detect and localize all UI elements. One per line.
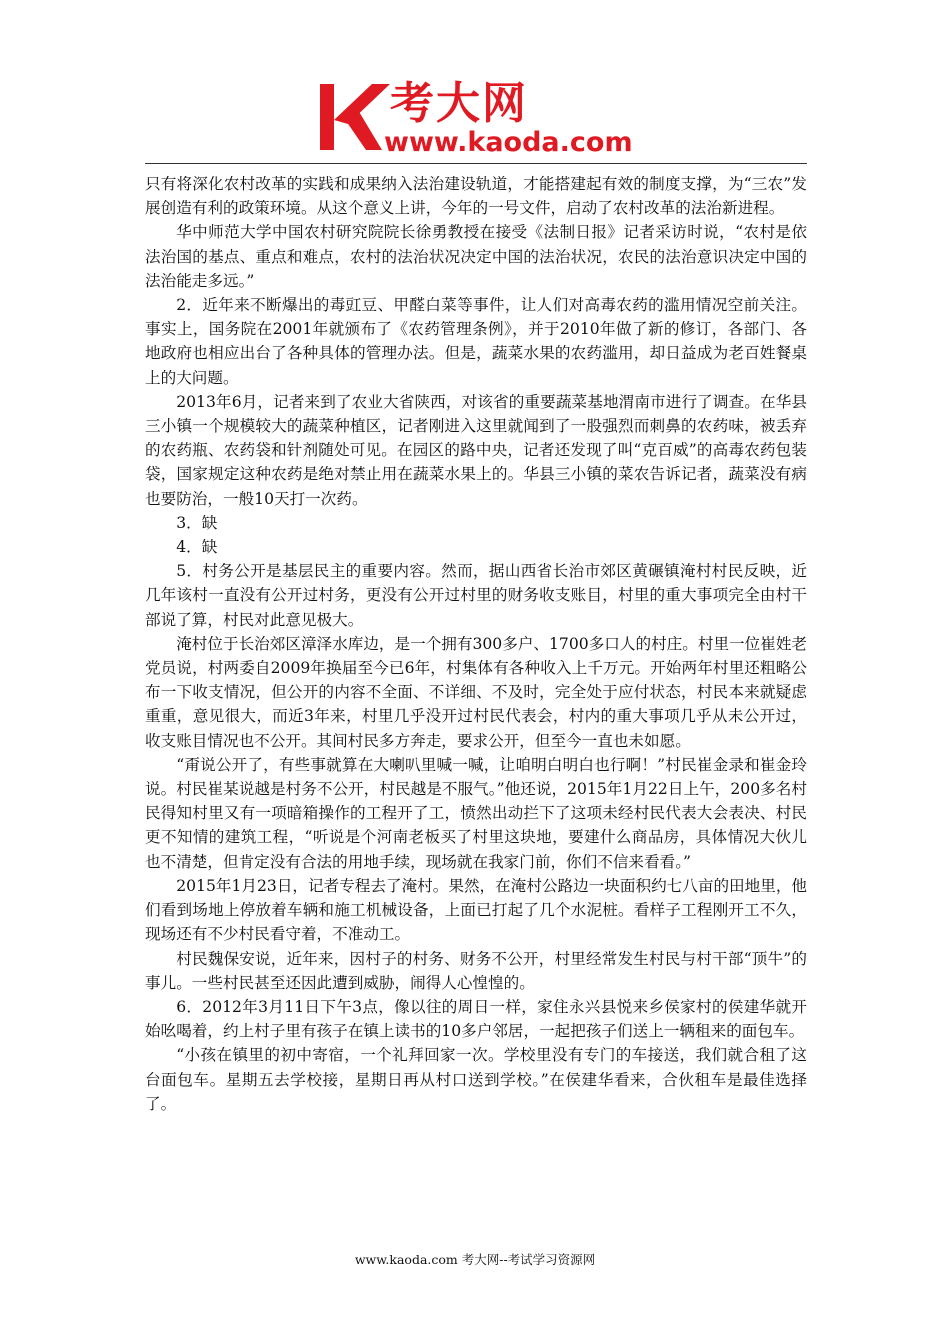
paragraph: 4．缺	[176, 538, 218, 557]
paragraph: 2013年6月，记者来到了农业大省陕西，对该省的重要蔬菜基地渭南市进行了调查。在华县三小镇一个规模较大的蔬菜种植区，记者刚进入这里就闻到了一股强烈而刺鼻的农药味，被丢弃的农药瓶、农药袋和针剂随处可见。在园区的路中央，记者还发现了叫“克百威”的高毒农药包装袋，国家规定这种农药是绝对禁止用在蔬菜水果上的。华县三小镇的菜农告诉记者，蔬菜没有病也要防治，一般10天打一次药。	[145, 392, 807, 508]
paragraph: 村民魏保安说，近年来，因村子的村务、财务不公开，村里经常发生村民与村干部“顶牛”的事儿。一些村民甚至还因此遭到威胁，闹得人心惶惶的。	[145, 949, 807, 992]
logo-text: 考大网	[390, 78, 528, 129]
logo-k-icon	[318, 80, 394, 156]
paragraph: “甭说公开了，有些事就算在大喇叭里喊一喊，让咱明白明白也行啊！”村民崔金录和崔金玲说。村民崔某说越是村务不公开，村民越是不服气。”他还说，2015年1月22日上午，200多名村民得知村里又有一项暗箱操作的工程开了工，愤然出动拦下了这项未经村民代表大会表决、村民更不知情的建筑工程，“听说是个河南老板买了村里这块地，要建什么商品房，具体情况大伙儿也不清楚，但肯定没有合法的用地手续，现场就在我家门前，你们不信来看看。”	[145, 755, 807, 871]
site-logo[interactable]	[318, 80, 648, 156]
paragraph: 2．近年来不断爆出的毒豇豆、甲醛白菜等事件，让人们对高毒农药的滥用情况空前关注。事实上，国务院在2001年就颁布了《农药管理条例》，并于2010年做了新的修订，各部门、各地政府也相应出台了各种具体的管理办法。但是，蔬菜水果的农药滥用，却日益成为老百姓餐桌上的大问题。	[145, 296, 807, 387]
header-divider	[145, 163, 807, 164]
logo-url: www.kaoda.com	[384, 127, 633, 158]
paragraph: 2015年1月23日，记者专程去了淹村。果然，在淹村公路边一块面积约七八亩的田地里，他们看到场地上停放着车辆和施工机械设备，上面已打起了几个水泥桩。看样子工程刚开工不久，现场还有不少村民看守着，不准动工。	[145, 876, 808, 944]
paragraph: “小孩在镇里的初中寄宿，一个礼拜回家一次。学校里没有专门的车接送，我们就合租了这台面包车。星期五去学校接，星期日再从村口送到学校。”在侯建华看来，合伙租车是最佳选择了。	[145, 1046, 807, 1113]
paragraph: 淹村位于长治郊区漳泽水库边，是一个拥有300多户、1700多口人的村庄。村里一位崔姓老党员说，村两委自2009年换届至今已6年，村集体有各种收入上千万元。开始两年村里还粗略公布一下收支情况，但公开的内容不全面、不详细、不及时，完全处于应付状态，村民本来就疑虑重重，意见很大，而近3年来，村里几乎没开过村民代表会，村内的重大事项几乎从未公开过，收支账目情况也不公开。其间村民多方奔走，要求公开，但至今一直也未如愿。	[145, 634, 808, 750]
paragraph: 5．村务公开是基层民主的重要内容。然而，据山西省长治市郊区黄碾镇淹村村民反映，近几年该村一直没有公开过村务，更没有公开过村里的财务收支账目，村里的重大事项完全由村干部说了算，村民对此意见极大。	[145, 562, 807, 629]
paragraph: 3．缺	[176, 513, 218, 532]
page-footer: www.kaoda.com 考大网--考试学习资源网	[354, 1252, 596, 1267]
document-body	[145, 172, 807, 1116]
paragraph: 只有将深化农村改革的实践和成果纳入法治建设轨道，才能搭建起有效的制度支撑，为“三农”发展创造有利的政策环境。从这个意义上讲，今年的一号文件，启动了农村改革的法治新进程。	[145, 175, 807, 218]
paragraph: 6．2012年3月11日下午3点，像以往的周日一样，家住永兴县悦来乡侯家村的侯建华就开始吆喝着，约上村子里有孩子在镇上读书的10多户邻居，一起把孩子们送上一辆租来的面包车。	[145, 997, 807, 1041]
paragraph: 华中师范大学中国农村研究院院长徐勇教授在接受《法制日报》记者采访时说，“农村是依法治国的基点、重点和难点，农村的法治状况决定中国的法治状况，农民的法治意识决定中国的法治能走多远。”	[145, 223, 807, 290]
